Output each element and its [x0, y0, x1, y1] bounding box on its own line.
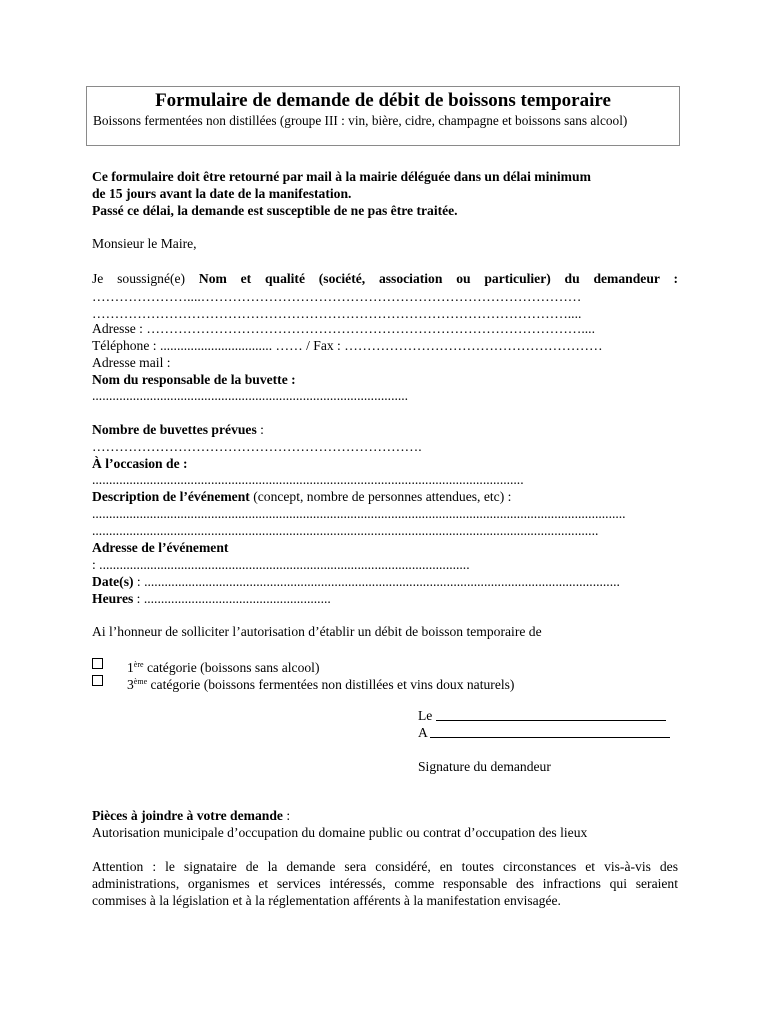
bar-manager-field[interactable]: ............................................................................................. [92, 388, 409, 403]
address-label: Adresse : [92, 321, 143, 336]
signature-place-row [418, 724, 670, 741]
email-label[interactable]: Adresse mail : [92, 355, 171, 370]
attachments-row [92, 807, 290, 824]
phone-label: Téléphone : [92, 338, 157, 353]
option-1-ordinal: ère [133, 660, 144, 669]
occasion-field[interactable]: ............................................................................................................................... [92, 472, 524, 487]
hours-label: Heures [92, 591, 134, 606]
dates-row [92, 573, 620, 590]
signature-date-field[interactable] [436, 708, 666, 721]
signature-a-label: A [418, 725, 428, 740]
phone-field[interactable]: ................................. …… [159, 338, 303, 353]
dates-field[interactable]: : ............................................................................................................................................ [133, 574, 620, 589]
option-3-ordinal: ème [133, 677, 148, 686]
option-3-text: catégorie (boissons fermentées non distillées et vins doux naturels) [147, 677, 515, 692]
checkbox-category-1[interactable] [92, 658, 103, 669]
applicant-dots-1[interactable]: …………………....………………………………………………………………………… [92, 289, 582, 304]
address-row [92, 320, 595, 337]
title-box [86, 86, 680, 146]
signature-date-row [418, 707, 666, 724]
bar-count-label: Nombre de buvettes prévues [92, 422, 257, 437]
salutation: Monsieur le Maire, [92, 236, 197, 251]
occasion-label: À l’occasion de : [92, 456, 188, 471]
description-hint: (concept, nombre de personnes attendues, etc) : [249, 489, 512, 504]
hours-row [92, 590, 331, 607]
notice-line-2: de 15 jours avant la date de la manifestation. [92, 186, 352, 201]
applicant-heading [92, 270, 678, 287]
signature-le-label: Le [418, 708, 433, 723]
applicant-label: Nom et qualité (société, association ou particulier) du demandeur : [198, 271, 678, 286]
request-text: Ai l’honneur de solliciter l’autorisation d’établir un débit de boisson temporaire de [92, 624, 542, 639]
notice-line-3: Passé ce délai, la demande est susceptible de ne pas être traitée. [92, 203, 458, 218]
attention-paragraph: Attention : le signataire de la demande sera considéré, en toutes circonstances et vis-à-vis des administrations, organismes et services intéressés, comme responsable des infractions qui seraient commises à la législation et à la réglementation afférents à la manifestation envisagée. [92, 859, 678, 908]
checkbox-category-3[interactable] [92, 675, 103, 686]
applicant-intro: Je soussigné(e) [92, 271, 186, 286]
bar-manager-label: Nom du responsable de la buvette : [92, 372, 296, 387]
description-field-2[interactable]: ..................................................................................................................................................... [92, 523, 599, 538]
notice-line-1: Ce formulaire doit être retourné par mail à la mairie déléguée dans un délai minimum [92, 169, 591, 184]
applicant-dots-2[interactable]: …………………………………………………………………………………………….... [92, 306, 582, 321]
attachments-label: Pièces à joindre à votre demande [92, 808, 283, 823]
bar-count-row [92, 421, 264, 438]
dates-label: Date(s) [92, 574, 134, 589]
bar-count-field[interactable]: ………………………………………………………………. [92, 439, 422, 454]
phone-fax-row [92, 337, 603, 354]
option-category-3 [127, 673, 514, 693]
option-1-number: 1 [127, 660, 134, 675]
event-address-label: Adresse de l’événement [92, 540, 229, 555]
description-field-1[interactable]: ............................................................................................................................................................. [92, 506, 626, 521]
form-subtitle: Boissons fermentées non distillées (groupe III : vin, bière, cidre, champagne et boissons sans alcool) [93, 113, 628, 128]
attachments-text: Autorisation municipale d’occupation du domaine public ou contrat d’occupation des lieux [92, 825, 588, 840]
hours-field[interactable]: : ....................................................... [133, 591, 331, 606]
event-address-field[interactable]: : ............................................................................................................. [92, 557, 470, 572]
signature-caption: Signature du demandeur [418, 759, 551, 774]
form-title: Formulaire de demande de débit de boissons temporaire [155, 90, 611, 111]
attachments-suffix: : [282, 808, 291, 823]
option-3-number: 3 [127, 677, 134, 692]
description-row [92, 488, 511, 505]
fax-label: / Fax : [306, 338, 341, 353]
address-field[interactable]: …………………………………………………………………………………….... [146, 321, 595, 336]
signature-place-field[interactable] [430, 725, 670, 738]
fax-field[interactable]: ………………………………………………… [344, 338, 603, 353]
bar-count-suffix: : [256, 422, 264, 437]
description-label: Description de l’événement [92, 489, 250, 504]
option-1-text: catégorie (boissons sans alcool) [143, 660, 320, 675]
